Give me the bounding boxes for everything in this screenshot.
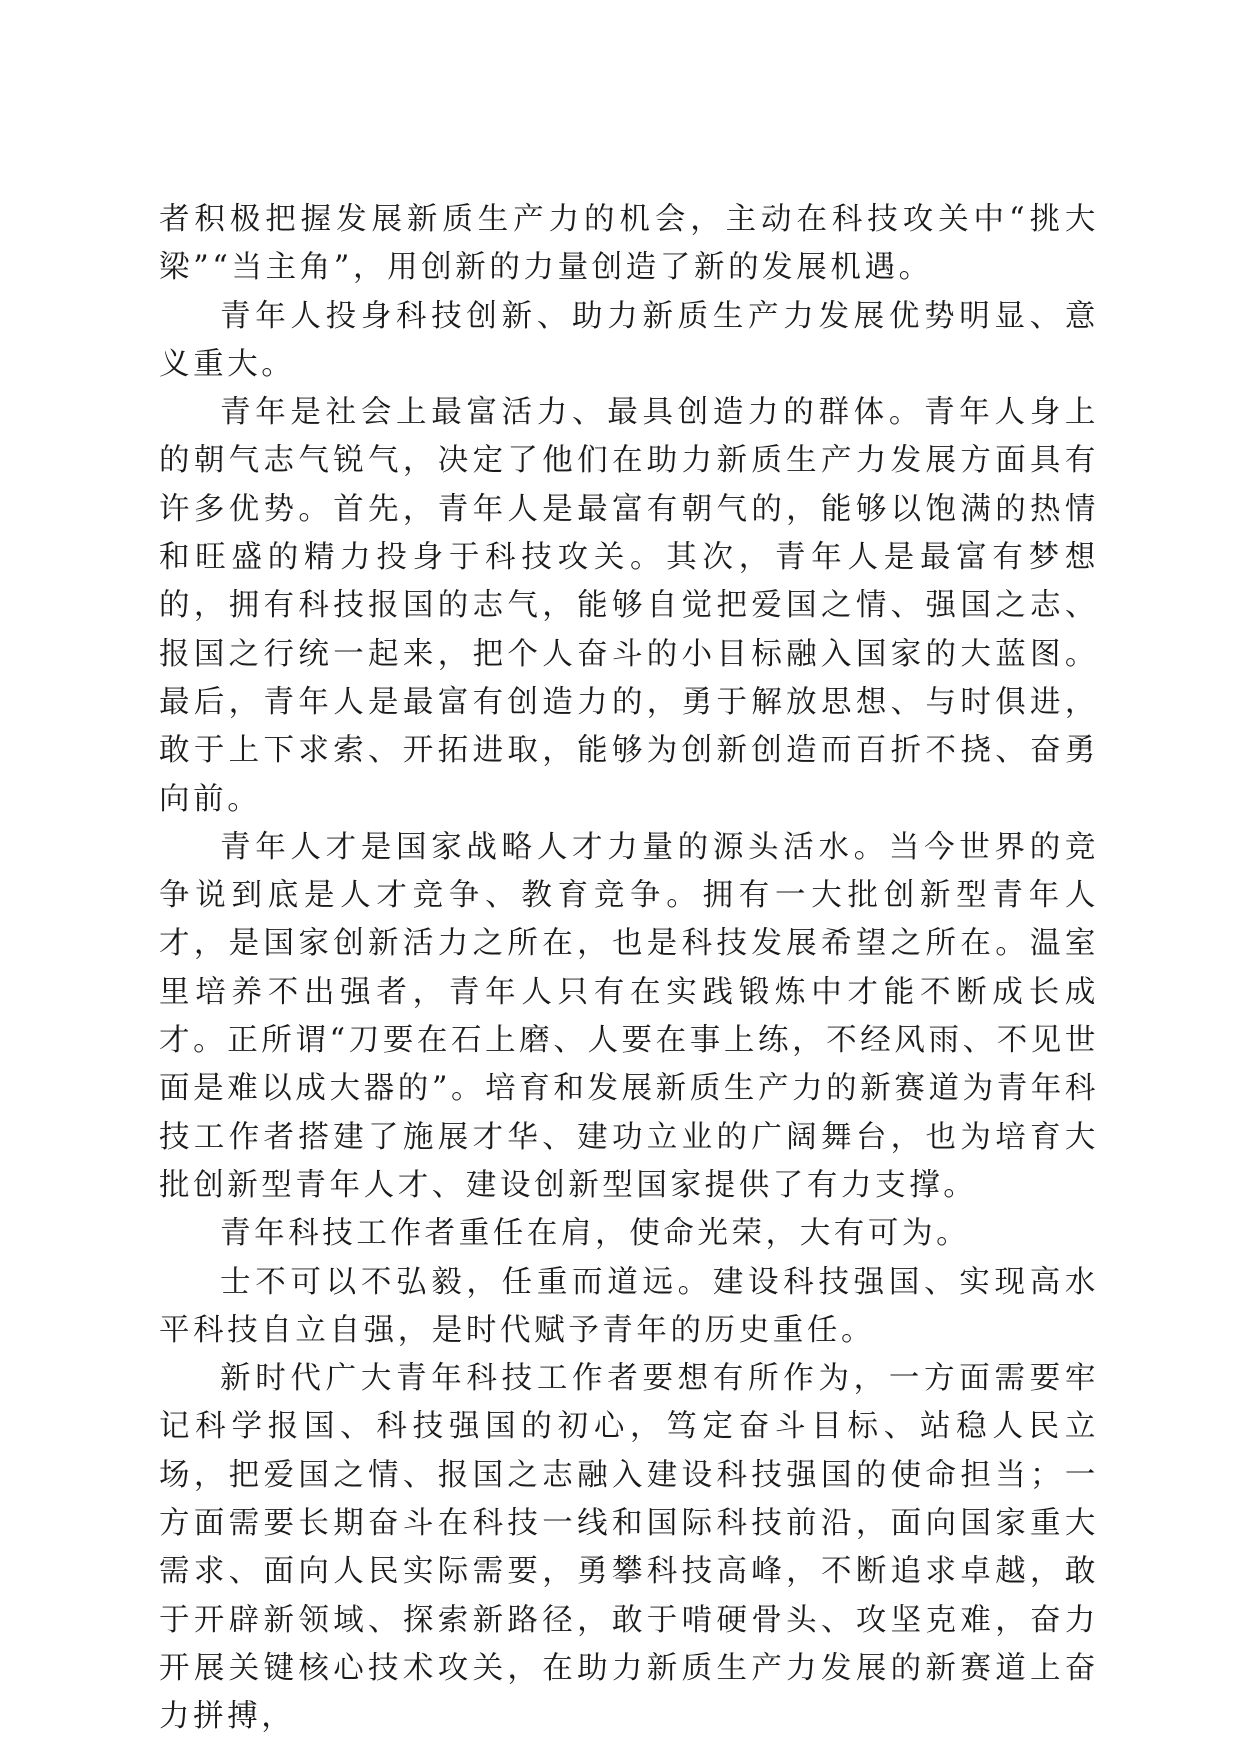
paragraph-youth-mission-heading: 青年科技工作者重任在肩，使命光荣，大有可为。 <box>220 1216 971 1252</box>
body-text <box>159 196 1099 1742</box>
paragraph-historic-responsibility: 士不可以不弘毅，任重而道远。建设科技强国、实现高水平科技自立自强，是时代赋予青年的历史重任。 <box>159 1264 1099 1348</box>
paragraph-new-era-action: 新时代广大青年科技工作者要想有所作为，一方面需要牢记科学报国、科技强国的初心，笃定奋斗目标、站稳人民立场，把爱国之情、报国之志融入建设科技强国的使命担当；一方面需要长期奋斗在科技一线和国际科技前沿，面向国家重大需求、面向人民实际需要，勇攀科技高峰，不断追求卓越，敢于开辟新领域、探索新路径，敢于啃硬骨头、攻坚克难，奋力开展关键核心技术攻关，在助力新质生产力发展的新赛道上奋力拼搏， <box>159 1361 1099 1735</box>
paragraph-youth-talent: 青年人才是国家战略人才力量的源头活水。当今世界的竞争说到底是人才竞争、教育竞争。拥有一大批创新型青年人才，是国家创新活力之所在，也是科技发展希望之所在。温室里培养不出强者，青年人只有在实践锻炼中才能不断成长成才。正所谓“刀要在石上磨、人要在事上练，不经风雨、不见世面是难以成大器的”。培育和发展新质生产力的新赛道为青年科技工作者搭建了施展才华、建功立业的广阔舞台，也为培育大批创新型青年人才、建设创新型国家提供了有力支撑。 <box>159 829 1099 1203</box>
paragraph-continued-opening: 者积极把握发展新质生产力的机会，主动在科技攻关中“挑大梁”“当主角”，用创新的力量创造了新的发展机遇。 <box>159 202 1099 286</box>
paragraph-youth-advantage-heading: 青年人投身科技创新、助力新质生产力发展优势明显、意义重大。 <box>159 298 1099 382</box>
paragraph-youth-vitality: 青年是社会上最富活力、最具创造力的群体。青年人身上的朝气志气锐气，决定了他们在助力新质生产力发展方面具有许多优势。首先，青年人是最富有朝气的，能够以饱满的热情和旺盛的精力投身于科技攻关。其次，青年人是最富有梦想的，拥有科技报国的志气，能够自觉把爱国之情、强国之志、报国之行统一起来，把个人奋斗的小目标融入国家的大蓝图。最后，青年人是最富有创造力的，勇于解放思想、与时俱进，敢于上下求索、开拓进取，能够为创新创造而百折不挠、奋勇向前。 <box>159 395 1099 817</box>
